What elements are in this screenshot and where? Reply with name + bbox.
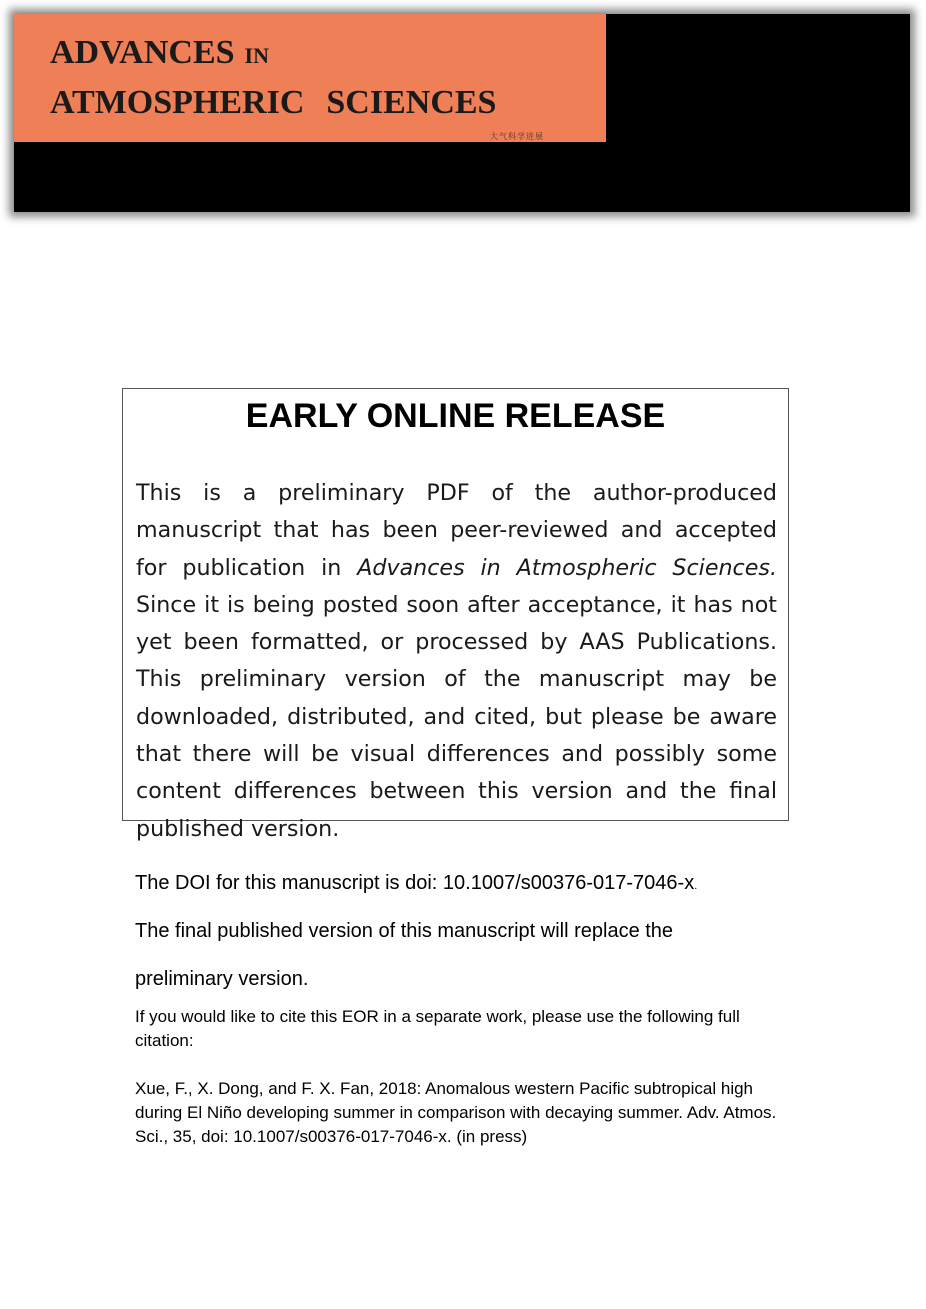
final-version-line-2: preliminary version. xyxy=(135,968,309,990)
citation-intro: If you would like to cite this EOR in a separate work, please use the following full citation: xyxy=(135,1007,740,1050)
journal-banner xyxy=(14,14,910,212)
journal-word-advances: ADVANCES xyxy=(50,34,235,71)
full-citation: Xue, F., X. Dong, and F. X. Fan, 2018: Anomalous western Pacific subtropical high during El Niño developing summer in comparison with decaying summer. Adv. Atmos. Sci., 35, doi: 10.1007/s00376-017-7046-x. (in press) xyxy=(135,1079,777,1146)
journal-word-in: IN xyxy=(244,43,269,68)
doi-prefix: The DOI for this manuscript is doi: xyxy=(135,872,443,894)
doi-suffix: . xyxy=(694,880,698,892)
notice-title: EARLY ONLINE RELEASE xyxy=(245,397,666,435)
doi-value: 10.1007/s00376-017-7046-x xyxy=(442,872,695,894)
notice-body-start: This is a preliminary PDF of the author-produced manuscript that has been peer-reviewed and accepted for publication in xyxy=(136,480,777,581)
notice-body-end: Since it is being posted soon after acceptance, it has not yet been formatted, or processed by AAS Publications. This preliminary version of the manuscript may be downloaded, distributed, and cited, but please be aware that there will be visual differences and possibly some content differences between this version and the final published version. xyxy=(136,591,777,842)
journal-title-line-2 xyxy=(50,86,496,120)
early-release-notice-box xyxy=(122,388,789,842)
journal-word-atmospheric: ATMOSPHERIC xyxy=(50,84,305,121)
notice-journal-name: Advances in Atmospheric Sciences. xyxy=(357,554,777,581)
journal-title-line-1 xyxy=(50,36,269,70)
journal-word-sciences: SCIENCES xyxy=(326,84,497,121)
final-version-line-1: The final published version of this manuscript will replace the xyxy=(135,920,674,942)
doi-statement xyxy=(135,872,697,895)
journal-chinese-title: 大气科学进展 xyxy=(490,132,544,141)
notice-body xyxy=(136,475,777,848)
journal-title-block xyxy=(14,14,606,142)
